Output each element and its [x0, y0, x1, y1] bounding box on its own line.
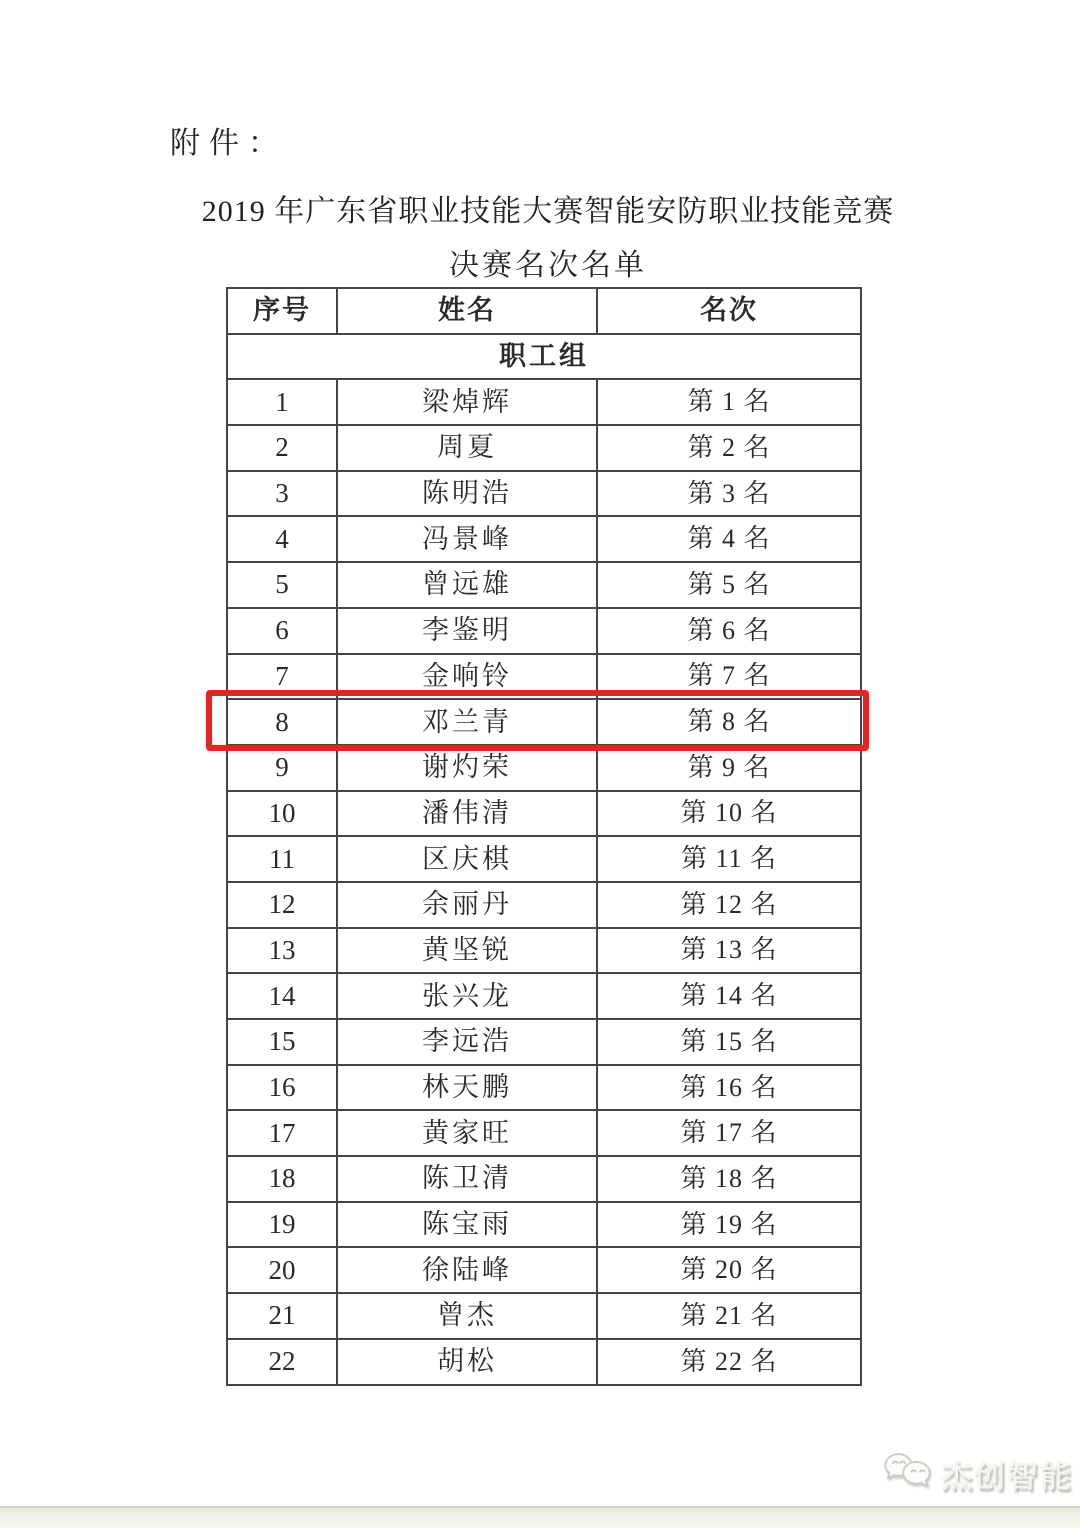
group-label: 职工组	[227, 334, 861, 380]
row-number-cell: 22	[227, 1339, 337, 1385]
row-number-cell: 1	[227, 379, 337, 425]
table-row	[227, 699, 861, 745]
row-name-cell: 林天鹏	[337, 1065, 597, 1111]
page-bottom-edge	[0, 1506, 1080, 1528]
table-row	[227, 928, 861, 974]
document-title-line1: 2019 年广东省职业技能大赛智能安防职业技能竞赛	[201, 195, 895, 228]
row-name-cell: 曾杰	[337, 1293, 597, 1339]
table-row	[227, 608, 861, 654]
row-rank-cell: 第 14 名	[597, 973, 861, 1019]
row-rank-cell: 第 19 名	[597, 1202, 861, 1248]
row-number-cell: 15	[227, 1019, 337, 1065]
document-title-line2: 决赛名次名单	[449, 249, 647, 282]
row-name-cell: 黄坚锐	[337, 928, 597, 974]
header-cell-rank: 名次	[597, 288, 861, 334]
row-rank-cell: 第 6 名	[597, 608, 861, 654]
row-rank-cell: 第 12 名	[597, 882, 861, 928]
table-row	[227, 1019, 861, 1065]
row-number-cell: 2	[227, 425, 337, 471]
table-row	[227, 1065, 861, 1111]
table-row	[227, 1156, 861, 1202]
row-rank-cell: 第 3 名	[597, 471, 861, 517]
row-number-cell: 19	[227, 1202, 337, 1248]
row-name-cell: 余丽丹	[337, 882, 597, 928]
row-name-cell: 曾远雄	[337, 562, 597, 608]
table-row	[227, 973, 861, 1019]
row-rank-cell: 第 13 名	[597, 928, 861, 974]
table-row	[227, 745, 861, 791]
row-rank-cell: 第 21 名	[597, 1293, 861, 1339]
row-name-cell: 徐陆峰	[337, 1247, 597, 1293]
watermark	[882, 1450, 1073, 1496]
row-rank-cell: 第 4 名	[597, 516, 861, 562]
table-row	[227, 471, 861, 517]
row-name-cell: 陈宝雨	[337, 1202, 597, 1248]
attachment-label: 附件：	[170, 127, 287, 160]
row-name-cell: 邓兰青	[337, 699, 597, 745]
row-number-cell: 5	[227, 562, 337, 608]
row-name-cell: 冯景峰	[337, 516, 597, 562]
table-row	[227, 379, 861, 425]
table-row	[227, 836, 861, 882]
row-name-cell: 李鉴明	[337, 608, 597, 654]
table-row	[227, 882, 861, 928]
wechat-icon	[882, 1450, 934, 1496]
row-number-cell: 13	[227, 928, 337, 974]
watermark-label: 杰创智能	[941, 1458, 1073, 1494]
row-number-cell: 11	[227, 836, 337, 882]
row-number-cell: 18	[227, 1156, 337, 1202]
row-rank-cell: 第 11 名	[597, 836, 861, 882]
row-rank-cell: 第 1 名	[597, 379, 861, 425]
row-rank-cell: 第 20 名	[597, 1247, 861, 1293]
row-name-cell: 陈明浩	[337, 471, 597, 517]
results-table	[226, 287, 862, 1386]
row-rank-cell: 第 22 名	[597, 1339, 861, 1385]
table-row	[227, 1110, 861, 1156]
table-row	[227, 1339, 861, 1385]
header-cell-no: 序号	[227, 288, 337, 334]
row-number-cell: 20	[227, 1247, 337, 1293]
header-cell-name: 姓名	[337, 288, 597, 334]
row-rank-cell: 第 16 名	[597, 1065, 861, 1111]
row-name-cell: 潘伟清	[337, 791, 597, 837]
row-number-cell: 17	[227, 1110, 337, 1156]
row-rank-cell: 第 18 名	[597, 1156, 861, 1202]
table-row	[227, 516, 861, 562]
table-row	[227, 654, 861, 700]
row-rank-cell: 第 2 名	[597, 425, 861, 471]
row-name-cell: 张兴龙	[337, 973, 597, 1019]
row-rank-cell: 第 8 名	[597, 699, 861, 745]
row-number-cell: 10	[227, 791, 337, 837]
table-row	[227, 562, 861, 608]
row-rank-cell: 第 5 名	[597, 562, 861, 608]
row-rank-cell: 第 15 名	[597, 1019, 861, 1065]
row-number-cell: 4	[227, 516, 337, 562]
row-number-cell: 14	[227, 973, 337, 1019]
table-row	[227, 791, 861, 837]
row-number-cell: 21	[227, 1293, 337, 1339]
row-name-cell: 陈卫清	[337, 1156, 597, 1202]
row-number-cell: 3	[227, 471, 337, 517]
row-name-cell: 黄家旺	[337, 1110, 597, 1156]
row-number-cell: 6	[227, 608, 337, 654]
table-row	[227, 1293, 861, 1339]
row-rank-cell: 第 9 名	[597, 745, 861, 791]
row-number-cell: 9	[227, 745, 337, 791]
row-name-cell: 谢灼荣	[337, 745, 597, 791]
row-rank-cell: 第 7 名	[597, 654, 861, 700]
row-name-cell: 金响铃	[337, 654, 597, 700]
table-header-row	[227, 288, 861, 334]
row-number-cell: 12	[227, 882, 337, 928]
row-rank-cell: 第 17 名	[597, 1110, 861, 1156]
row-name-cell: 李远浩	[337, 1019, 597, 1065]
row-number-cell: 7	[227, 654, 337, 700]
row-name-cell: 周夏	[337, 425, 597, 471]
row-name-cell: 梁焯辉	[337, 379, 597, 425]
table-row	[227, 1202, 861, 1248]
row-number-cell: 8	[227, 699, 337, 745]
row-rank-cell: 第 10 名	[597, 791, 861, 837]
row-number-cell: 16	[227, 1065, 337, 1111]
row-name-cell: 胡松	[337, 1339, 597, 1385]
table-row	[227, 1247, 861, 1293]
table-row	[227, 425, 861, 471]
group-header-row	[227, 334, 861, 380]
row-name-cell: 区庆棋	[337, 836, 597, 882]
table-body	[227, 379, 861, 1384]
